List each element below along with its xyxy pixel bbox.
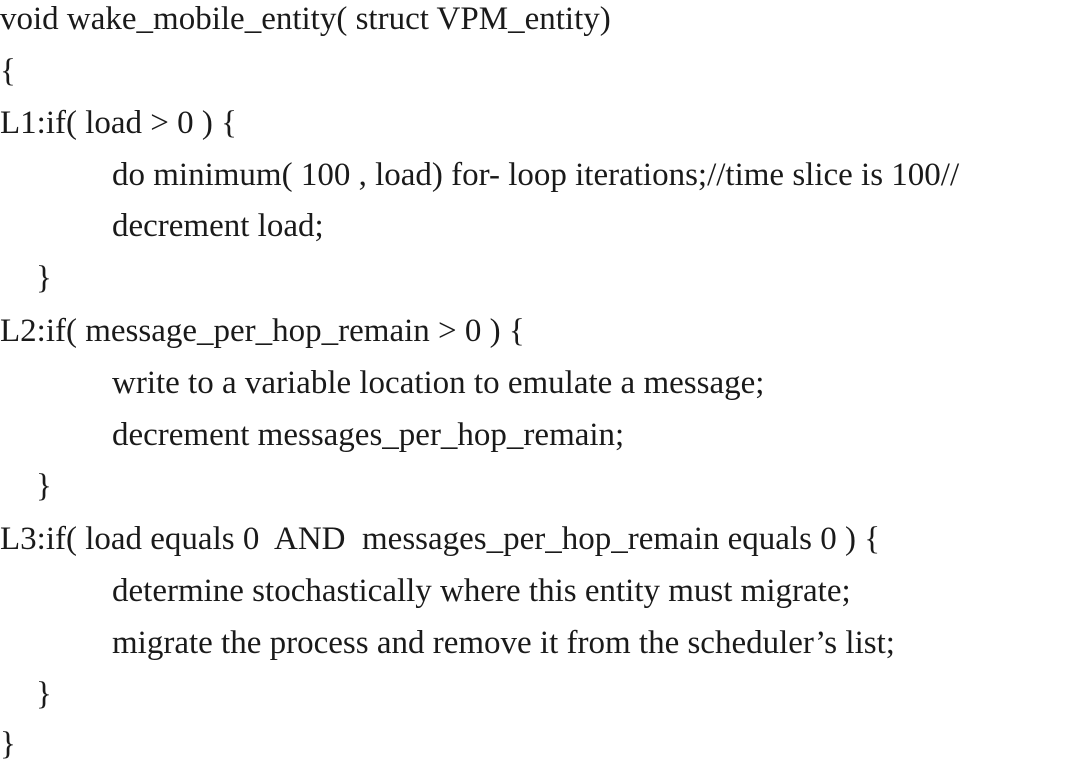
code-line-l3-close-brace: } — [36, 676, 52, 712]
code-line-l3-determine: determine stochastically where this entity must migrate; — [112, 573, 851, 609]
code-line-l2-decrement: decrement messages_per_hop_remain; — [112, 417, 625, 453]
code-line-l1-loop: do minimum( 100 , load) for- loop iterations;//time slice is 100// — [112, 157, 960, 193]
code-line-l1-condition: L1:if( load > 0 ) { — [0, 105, 237, 141]
code-line-l2-close-brace: } — [36, 468, 52, 504]
code-line-open-brace: { — [0, 53, 16, 89]
code-line-l2-condition: L2:if( message_per_hop_remain > 0 ) { — [0, 313, 525, 349]
code-line-l1-close-brace: } — [36, 260, 52, 296]
code-line-l3-condition: L3:if( load equals 0 AND messages_per_hop_remain equals 0 ) { — [0, 521, 881, 557]
code-line-l2-write: write to a variable location to emulate a message; — [112, 365, 765, 401]
code-line-l1-decrement: decrement load; — [112, 208, 324, 244]
code-line-close-brace: } — [0, 726, 16, 762]
code-line-function-signature: void wake_mobile_entity( struct VPM_entity) — [0, 1, 611, 37]
code-line-l3-migrate: migrate the process and remove it from the scheduler’s list; — [112, 625, 895, 661]
